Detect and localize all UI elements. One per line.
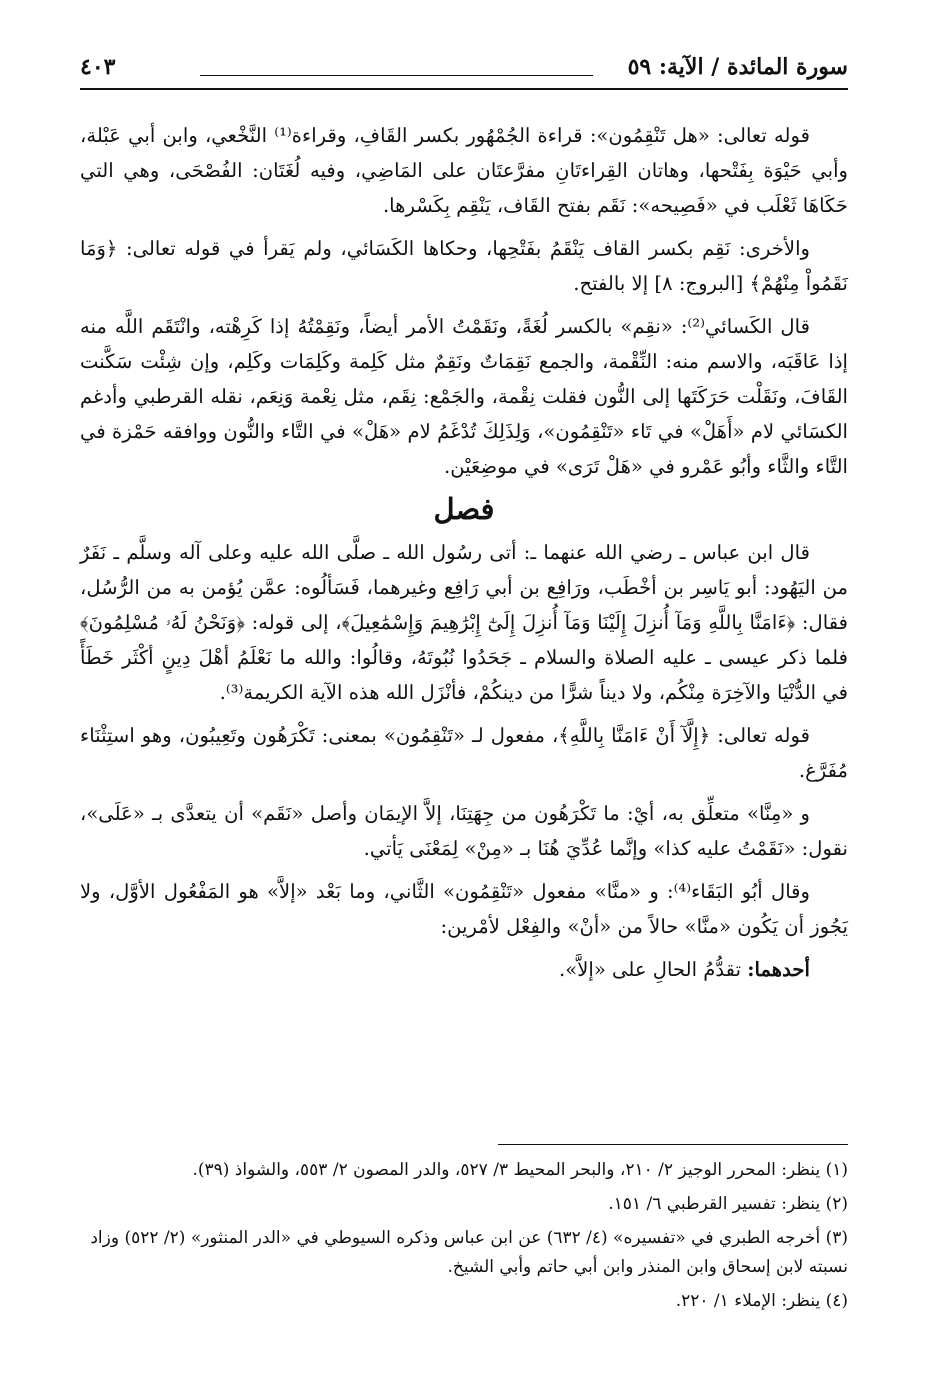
paragraph-8 — [80, 952, 848, 987]
paragraph-3: قال الكَسائي⁽²⁾: «نقِم» بالكسر لُغَةً، ونَقَمْتُ الأمر أيضاً، ونَقِمْتُهُ إذا كَرِهْته، وانْتَقَم اللَّه منه إذا عَاقَبَه، والاسم منه: النِّقْمة، والجمع نَقِمَاتٌ ونَقِمٌ مثل كَلِمة وكَلِمَات وكَلِم، وإن شِئْت سَكَّنت القَافَ، ونَقَلْت حَرَكَتَها إلى النُّون فقلت نِقْمة، والجَمْع: نِقَم، مثل نِعْمة وَنِعَم، نقله القرطبي وأدغم الكسَائي لام «أَهَلْ» في تَاء «تَنْقِمُون»، وَلِذَلِكَ تُدْغَمُ لام «هَلْ» في التَّاء والنُّون ووافقه حَمْزة في التَّاء والثَّاء وأبُو عَمْرو في «هَلْ تَرَى» في موضِعَيْن. — [80, 315, 848, 478]
page-header — [80, 52, 848, 90]
footnote-2: (٢) ينظر: تفسير القرطبي ٦/ ١٥١. — [608, 1194, 848, 1214]
paragraph-2: والأخرى: نَقِم بكسر القاف يَنْقَمُ بفَتْحِها، وحكاها الكَسَائي، ولم يَقرأ في قوله تعالى: ﴿وَمَا نَقَمُواْ مِنْهُمْ﴾ [البروج: ٨] إلا بالفتح. — [80, 237, 848, 295]
footnotes — [80, 1156, 848, 1321]
footnote-separator — [498, 1144, 848, 1145]
footnote-4: (٤) ينظر: الإملاء ١/ ٢٢٠. — [675, 1291, 848, 1311]
paragraph-8-text: تقدُّمُ الحالِ على «إلاَّ». — [558, 958, 748, 981]
surah-title: سورة المائدة / الآية: ٥٩ — [627, 54, 848, 80]
paragraph-6: و «مِنَّا» متعلِّق به، أيْ: ما تَكْرَهُون من جِهَتِنَا، إلاَّ الإيمَان وأصل «نَقَم» أن يتعدَّى بـ «عَلَى»، نقول: «نَقَمْتُ عليه كذا» وإنَّما عُدِّيَ هُنَا بـ «مِنْ» لِمَعْنَى يَأتي. — [80, 802, 848, 860]
paragraph-1: قوله تعالى: «هل تَنْقِمُون»: قراءة الجُمْهُور بكسر القَافِ، وقراءة⁽¹⁾ النَّخْعي، وابن أبي عَبْلة، وأبي حَيْوَة بِفَتْحها، وهاتان القِراءتَانِ مفرَّعتَان على المَاضِي، وفيه لُغَتَان: الفُصْحَى، وهي التي حَكَاهَا ثَعْلَب في «فَصِيحه»: نَقَم بفتح القَاف، يَنْقِم بِكَسْرها. — [80, 124, 848, 217]
paragraph-7: وقال أبُو البَقَاء⁽⁴⁾: و «منَّا» مفعول «تَنْقِمُون» الثَّاني، وما بَعْد «إلاَّ» هو المَفْعُول الأوَّل، ولا يَجُوز أن يَكُون «منَّا» حالاً من «أنْ» والفِعْل لأمْرين: — [80, 880, 848, 938]
footnote-3: (٣) أخرجه الطبري في «تفسيره» (٤/ ٦٣٢) عن ابن عباس وذكره السيوطي في «الدر المنثور» (٢/ ٥٢٢) وزاد نسبته لابن إسحاق وابن المنذر وابن أبي حاتم وأبي الشيخ. — [90, 1228, 848, 1277]
paragraph-5: قوله تعالى: ﴿إِلَّآ أَنْ ءَامَنَّا بِاللَّهِ﴾، مفعول لـ «تَنْقِمُون» بمعنى: تَكْرَهُون وتَعِيبُون، وهو استِثْنَاء مُفَرَّغ. — [80, 724, 848, 782]
footnote-1: (١) ينظر: المحرر الوجيز ٢/ ٢١٠، والبحر المحيط ٣/ ٥٢٧، والدر المصون ٢/ ٥٥٣، والشواذ (٣٩). — [192, 1160, 848, 1180]
main-text — [80, 118, 848, 995]
section-heading: فصل — [433, 492, 495, 526]
page-number: ٤٠٣ — [80, 54, 116, 80]
header-rule — [200, 75, 593, 76]
paragraph-8-lead: أحدهما: — [747, 958, 810, 981]
paragraph-4: قال ابن عباس ـ رضي الله عنهما ـ: أتى رسُول الله ـ صلَّى الله عليه وعلى آله وسلَّم ـ نَفَرٌ من اليَهُود: أبو يَاسِر بن أخْطَب، ورَافِع بن أبي رَافِع وغيرهما، فَسَألُوه: عمَّن يُؤمن به من الرُّسُل، فقال: ﴿ءَامَنَّا بِاللَّهِ وَمَآ أُنزِلَ إِلَيْنَا وَمَآ أُنزِلَ إِلَىٰٓ إِبْرَٰهِيمَ وَإِسْمَٰعِيلَ﴾، إلى قوله: ﴿وَنَحْنُ لَهُۥ مُسْلِمُونَ﴾ فلما ذكر عيسى ـ عليه الصلاة والسلام ـ جَحَدُوا نُبُوتَهُ، وقالُوا: والله ما نَعْلَمُ أهْلَ دِينٍ أكْثَر خَطَأً في الدُّنْيَا والآخِرَة مِنْكُم، ولا ديناً شرًّا من دينكُمْ، فأنْزَل الله هذه الآية الكريمة⁽³⁾. — [80, 541, 848, 704]
